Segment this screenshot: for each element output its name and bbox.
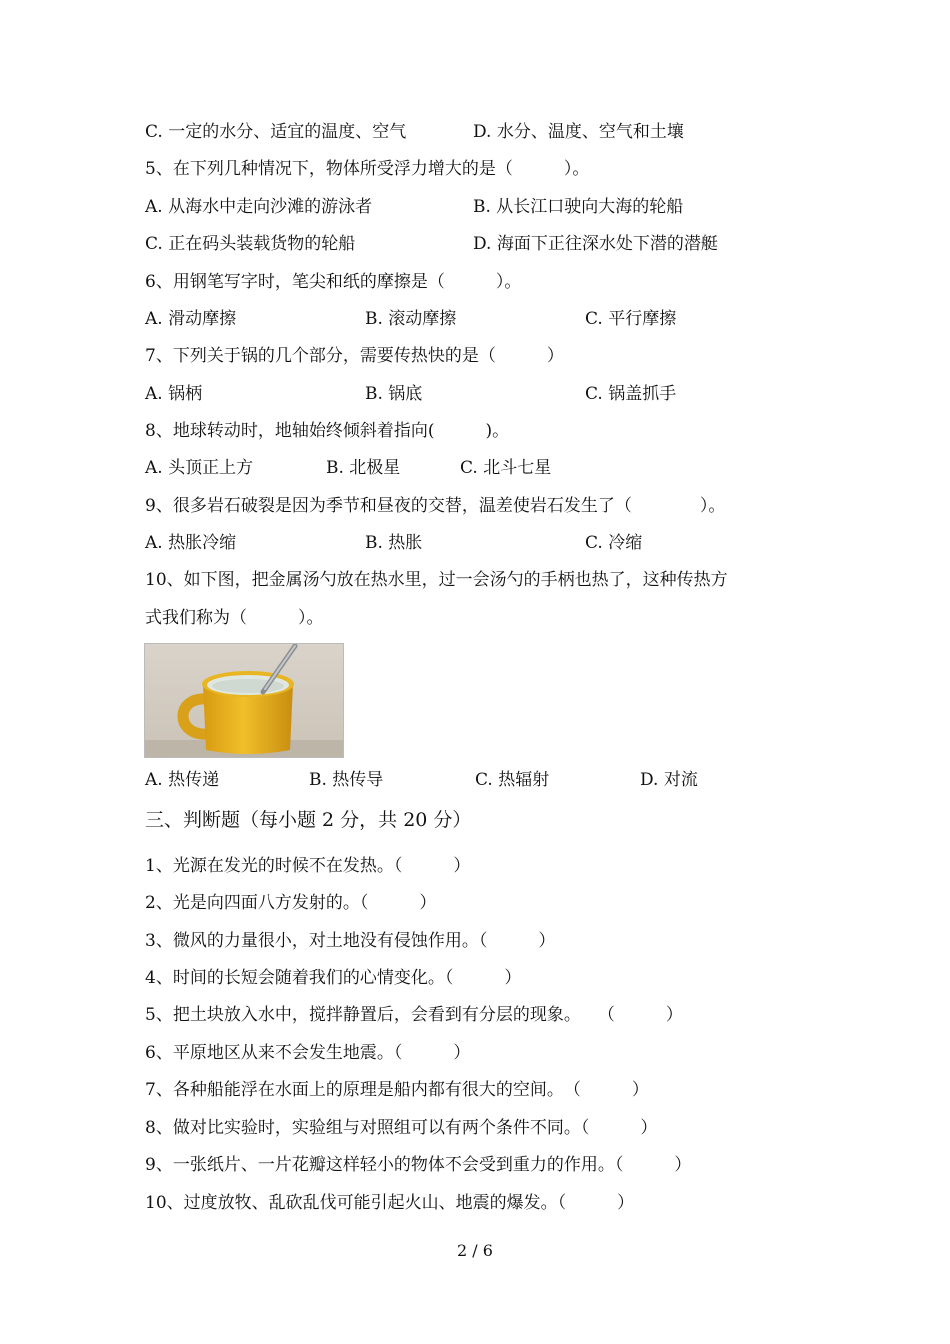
q10-stem-line1: 10、如下图，把金属汤勺放在热水里，过一会汤勺的手柄也热了，这种传热方: [145, 570, 728, 590]
q8-option-c: C. 北斗七星: [460, 458, 552, 478]
q5-option-d: D. 海面下正往深水处下潜的潜艇: [473, 234, 718, 254]
page-number: 2 / 6: [457, 1241, 493, 1260]
q5-option-c: C. 正在码头装载货物的轮船: [145, 234, 356, 254]
q10-option-c: C. 热辐射: [475, 770, 550, 790]
q5-option-b: B. 从长江口驶向大海的轮船: [473, 197, 684, 217]
q7-option-a: A. 锅柄: [145, 384, 203, 404]
q10-option-b: B. 热传导: [309, 770, 384, 790]
q5-stem: 5、在下列几种情况下，物体所受浮力增大的是（ ）。: [145, 159, 590, 179]
cup-with-spoon-photo: [144, 643, 344, 758]
q6-option-b: B. 滚动摩擦: [365, 309, 457, 329]
q9-option-b: B. 热胀: [365, 533, 423, 553]
q8-stem: 8、地球转动时，地轴始终倾斜着指向( )。: [145, 421, 510, 441]
judge-item-5: 5、把土块放入水中，搅拌静置后，会看到有分层的现象。 （ ）: [145, 1005, 683, 1025]
judge-item-7: 7、各种船能浮在水面上的原理是船内都有很大的空间。 （ ）: [145, 1080, 649, 1100]
judge-item-2: 2、光是向四面八方发射的。（ ）: [145, 893, 437, 913]
q5-option-a: A. 从海水中走向沙滩的游泳者: [145, 197, 373, 217]
judge-item-6: 6、平原地区从来不会发生地震。（ ）: [145, 1043, 471, 1063]
judge-item-8: 8、做对比实验时，实验组与对照组可以有两个条件不同。（ ）: [145, 1118, 658, 1138]
q7-stem: 7、下列关于锅的几个部分，需要传热快的是（ ）: [145, 346, 564, 366]
q10-option-a: A. 热传递: [145, 770, 220, 790]
q10-stem-line2: 式我们称为（ ）。: [145, 608, 324, 628]
q4-option-d: D. 水分、温度、空气和土壤: [473, 122, 684, 142]
section3-title: 三、判断题（每小题 2 分，共 20 分）: [145, 809, 472, 831]
q8-option-b: B. 北极星: [326, 458, 401, 478]
judge-item-1: 1、光源在发光的时候不在发热。（ ）: [145, 856, 471, 876]
judge-item-10: 10、过度放牧、乱砍乱伐可能引起火山、地震的爆发。（ ）: [145, 1193, 635, 1213]
q9-option-a: A. 热胀冷缩: [145, 533, 237, 553]
q7-option-b: B. 锅底: [365, 384, 423, 404]
q10-option-d: D. 对流: [640, 770, 698, 790]
q7-option-c: C. 锅盖抓手: [585, 384, 677, 404]
cup-with-spoon-illustration: [145, 644, 343, 757]
judge-item-3: 3、微风的力量很小，对土地没有侵蚀作用。（ ）: [145, 931, 556, 951]
q4-option-c: C. 一定的水分、适宜的温度、空气: [145, 122, 407, 142]
q6-option-c: C. 平行摩擦: [585, 309, 677, 329]
q9-stem: 9、很多岩石破裂是因为季节和昼夜的交替，温差使岩石发生了（ ）。: [145, 496, 726, 516]
q8-option-a: A. 头顶正上方: [145, 458, 254, 478]
q9-option-c: C. 冷缩: [585, 533, 643, 553]
judge-item-4: 4、时间的长短会随着我们的心情变化。（ ）: [145, 968, 522, 988]
q6-stem: 6、用钢笔写字时，笔尖和纸的摩擦是（ ）。: [145, 272, 522, 292]
q6-option-a: A. 滑动摩擦: [145, 309, 237, 329]
judge-item-9: 9、一张纸片、一片花瓣这样轻小的物体不会受到重力的作用。（ ）: [145, 1155, 692, 1175]
